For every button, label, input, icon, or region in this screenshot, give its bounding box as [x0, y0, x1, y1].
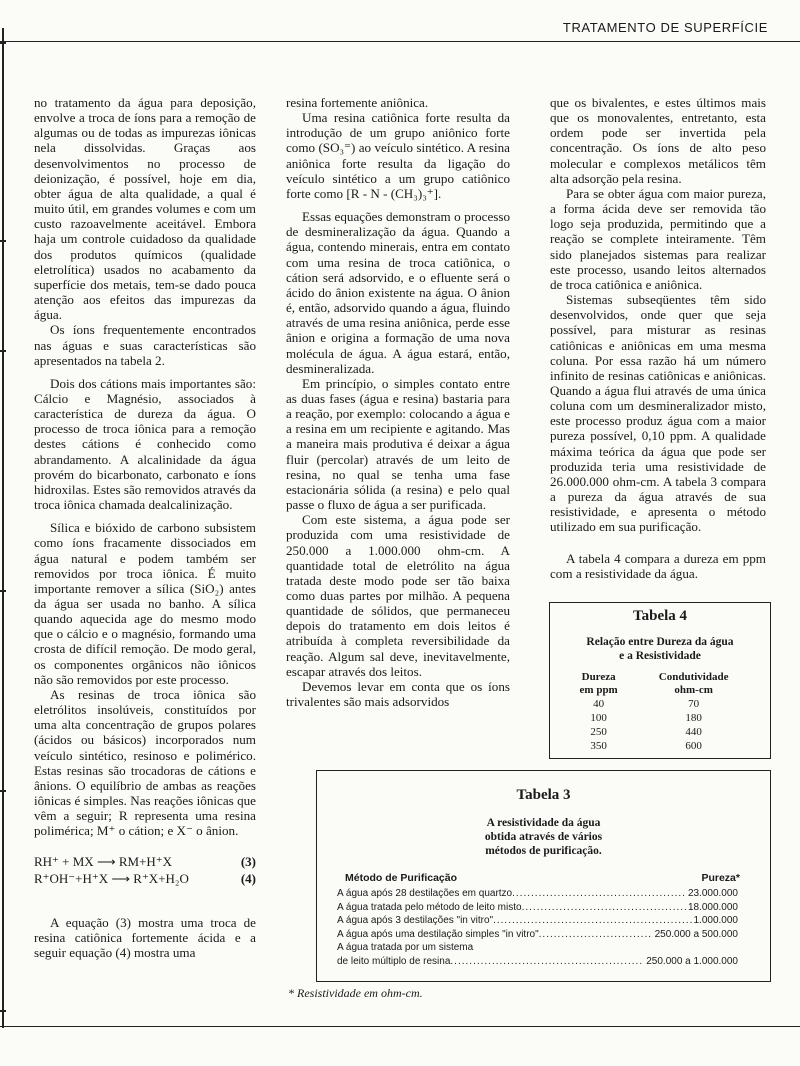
paragraph: que os bivalentes, e estes últimos mais que os monovalentes, entretanto, esta ordem pode ser invertida pela concentração. Os íons de alto peso molecular e complexos metálicos têm alta adsorção pela resina. [550, 95, 766, 186]
table-row [337, 955, 738, 969]
table-row [565, 711, 755, 725]
equations [34, 853, 256, 887]
value-cell: 18.000.000 [687, 901, 738, 913]
paragraph: Para se obter água com maior pureza, a forma ácida deve ser removida tão logo seja produzida, permitindo que a reação se complete inteiramente. Têm sido planejados sistemas para realizar este processo, usando leitos alternados de troca catiônica e aniônica. [550, 185, 766, 292]
equation-text: R⁺OH⁻+H⁺X ⟶ R⁺X+H₂O [34, 870, 189, 886]
table-row [565, 725, 755, 739]
table-header [345, 872, 740, 884]
equation-4 [34, 870, 256, 887]
margin-mark [0, 790, 6, 792]
paragraph: no tratamento da água para deposição, envolve a troca de íons para a remoção de algumas ou de todas as impurezas iônicas nela dissolvidas. Graças aos desenvolvimentos no processo de deionização, é possível, hoje em dia, obter água de alta qualidade, a qual é muito útil, em grandes volumes e com um custo razoavelmente aceitável. Embora haja um controle cuidadoso da qualidade dos produtos químicos (qualidade eletrolítica) usados no acabamento da superfície dos metais, tem-se dado pouca atenção aos efeitos das impurezas da água. [34, 95, 256, 323]
column-3 [550, 95, 766, 581]
table-subtitle-line: obtida através de vários [484, 831, 603, 843]
margin-mark [0, 42, 6, 44]
margin-mark [0, 1010, 6, 1012]
paragraph: Devemos levar em conta que os íons trivalentes são mais adsorvidos [286, 678, 510, 710]
paragraph: Dois dos cátions mais importantes são: Cálcio e Magnésio, associados à característica de dureza da água. O processo de troca iônica para a remoção destes cátions é conhecido como abrandamento. A alcalinidade da água provém do bicarbonato, carbonato e íons hidroxilas. Estes são removidos através da troca iônica chamada dealcalinização. [34, 375, 256, 513]
table-title: Tabela 4 [632, 608, 688, 624]
table-row [337, 928, 738, 942]
table-row [565, 697, 755, 711]
margin-mark [0, 590, 6, 592]
paragraph: Com este sistema, a água pode ser produzida com uma resistividade de 250.000 a 1.000.000 ohm-cm. A quantidade total de eletrólito na água tratada deste modo pode ser tão baixa como duas partes por milhão. A pequena quantidade de sólidos, que permaneceu depois do tratamento em dois leitos é atribuída à completa reversibilidade da reação. Algum sal deve, inevitavelmente, escapar através dos leitos. [286, 512, 510, 679]
column-header: Método de Purificação [345, 872, 458, 884]
paragraph: Uma resina catiônica forte resulta da introdução de um grupo aniônico forte como (SO₃⁼) ao veículo sintético. A resina aniônica forte resulta da ligação do veículo sintético a um grupo catiônico forte como [R - N - (CH₃)₃⁺]. [286, 110, 510, 201]
cell: 600 [685, 740, 702, 752]
cell: 40 [593, 698, 605, 710]
paragraph: A equação (3) mostra uma troca de resina catiônica fortemente ácida e a seguir equação (4) mostra uma [34, 914, 256, 960]
method-cell: A água tratada pelo método de leito misto [337, 901, 522, 913]
paragraph: Sistemas subseqüentes têm sido desenvolvidos, onde quer que seja possível, para misturar as resinas catiônicas e aniônicas em uma mesma coluna. Por essa razão há um número infinito de resinas catiônicas e aniônicas. Quando a água flui através de uma única coluna com um desmineralizador misto, este processo produz água com a maior pureza possível, 0,10 ppm. A qualidade máxima teórica da água que pode ser produzida teria uma resistividade de 26.000.000 ohm-cm. A tabela 3 compara a pureza da água através de sua resistividade, e apresenta o método utilizado em sua purificação. [550, 292, 766, 535]
equation-text: RH⁺ + MX ⟶ RM+H⁺X [34, 853, 173, 869]
table-subtitle-line: Relação entre Dureza da água [586, 636, 734, 648]
paragraph: As resinas de troca iônica são eletrólitos insolúveis, constituídos por uma alta concentração de grupos polares (ácidos ou básicos) incorporados num veículo sintético, resinoso e polimérico. Estas resinas são trocadoras de cátions e ânions. O equilíbrio de ambas as reações iônicas é simples. Nas reações iônicas que vêm a seguir; R representa uma resina polimérica; M⁺ o cátion; e X⁻ o ânion. [34, 686, 256, 839]
cell: 250 [590, 726, 607, 738]
column-header: Dureza [581, 671, 616, 683]
table-row [337, 941, 738, 955]
margin-mark [0, 350, 6, 352]
cell: 100 [590, 712, 607, 724]
table-rows [337, 887, 738, 968]
column-2 [286, 95, 510, 709]
method-cell: de leito múltiplo de resina [337, 955, 451, 967]
leader-dots [512, 887, 686, 901]
running-header: TRATAMENTO DE SUPERFÍCIE [562, 20, 768, 35]
cell: 440 [685, 726, 702, 738]
column-header: Condutividade [658, 671, 729, 683]
value-cell: 23.000.000 [687, 888, 738, 899]
cell: 70 [688, 698, 700, 710]
paragraph: A tabela 4 compara a dureza em ppm com a resistividade da água. [550, 550, 766, 581]
leader-dots [493, 914, 691, 928]
table-row [337, 901, 738, 915]
method-cell: A água após uma destilação simples "in vitro" [337, 928, 539, 940]
table-subtitle-line: e a Resistividade [619, 650, 701, 662]
table-4 [549, 602, 771, 759]
paragraph: Em princípio, o simples contato entre as duas fases (água e resina) bastaria para a reação, por exemplo: colocando a água e a resina em um recipiente e agitando. Mas a maneira mais produtiva é deixar a água fluir (percolar) através de um leito de resina, no qual se tenha uma fase estacionária sólida (a resina) e pelo qual passe o fluxo de água a ser purificada. [286, 375, 510, 513]
column-header: Pureza* [701, 872, 740, 884]
value-cell: 1.000.000 [693, 915, 738, 926]
method-cell: A água após 3 destilações "in vitro" [337, 915, 494, 926]
table-subtitle [317, 816, 770, 858]
table-subtitle [550, 635, 770, 663]
value-cell: 250.000 a 500.000 [654, 928, 738, 940]
header-rule [0, 41, 800, 42]
equation-number: (3) [240, 853, 256, 869]
column-header: em ppm [579, 684, 618, 696]
data-table [565, 671, 755, 753]
table-row [565, 739, 755, 753]
method-cell: A água tratada por um sistema [337, 942, 474, 953]
method-cell: A água após 28 destilações em quartzo [337, 888, 513, 899]
table-subtitle-line: A resistividade da água [486, 817, 601, 829]
table-row [337, 887, 738, 901]
table-row [337, 914, 738, 928]
table-3 [316, 770, 771, 982]
equation-number: (4) [240, 870, 256, 886]
table-subtitle-line: métodos de purificação. [485, 845, 602, 857]
leader-dots [539, 928, 653, 942]
leader-dots [522, 901, 686, 915]
paragraph: Os íons frequentemente encontrados nas águas e suas características são apresentados na tabela 2. [34, 322, 256, 368]
table-title: Tabela 3 [516, 787, 571, 803]
column-header: ohm-cm [674, 684, 713, 696]
left-binding-rule [2, 28, 4, 1028]
paragraph: Essas equações demonstram o processo de desmineralização da água. Quando a água, contendo minerais, entra em contato com uma resina de troca catiônica, o cátion será adsorvido, e o efluente será o ácido do ânion existente na água. O ânion é, então, adsorvido quando a água, fluindo através de uma resina aniônica, perde esse ânion e origina a formação de uma nova molécula de água. A água estará, então, desmineralizada. [286, 209, 510, 376]
footer-rule [0, 1026, 800, 1027]
paragraph: resina fortemente aniônica. [286, 95, 429, 110]
equation-3 [34, 853, 256, 870]
cell: 180 [685, 712, 702, 724]
paragraph: Sílica e bióxido de carbono subsistem como íons fracamente dissociados em água natural e podem também ser removidos por troca iônica. É muito importante remover a sílica (SiO₂) antes da água ser usada no banho. A sílica quando aquecida age do mesmo modo que o cálcio e o magnésio, formando uma crosta de difícil remoção. De modo geral, os componentes orgânicos não iônicos não são removidos por este processo. [34, 520, 256, 687]
value-cell: 250.000 a 1.000.000 [646, 955, 738, 967]
cell: 350 [590, 740, 607, 752]
leader-dots [450, 955, 644, 969]
margin-mark [0, 240, 6, 242]
column-1 [34, 95, 256, 960]
table-footnote: * Resistividade em ohm-cm. [288, 986, 423, 1000]
